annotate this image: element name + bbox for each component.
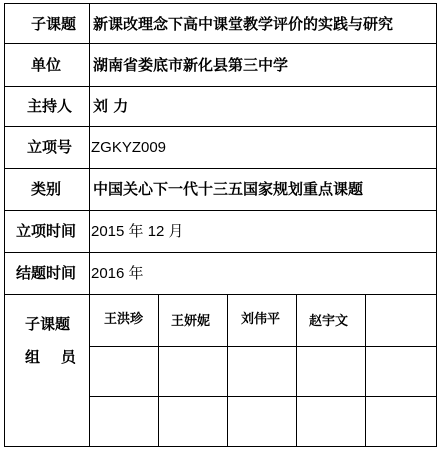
member-name: 赵宇文 (309, 314, 349, 329)
row-divider (4, 86, 437, 87)
row-divider (4, 252, 437, 253)
subproject-label: 子课题 (31, 15, 77, 33)
member-name: 王妍妮 (171, 314, 211, 329)
host-name: 刘 力 (93, 97, 129, 115)
member-column-divider (365, 294, 366, 447)
member-grid-divider (89, 346, 437, 347)
members-label-line1: 子课题 (25, 315, 71, 333)
table-border-top (4, 3, 437, 4)
completion-date: 2016 年 (91, 265, 144, 282)
subproject-title: 新课改理念下高中课堂教学评价的实践与研究 (93, 15, 394, 33)
completion-date-label: 结题时间 (16, 264, 77, 282)
category-name: 中国关心下一代十三五国家规划重点课题 (93, 180, 364, 198)
member-column-divider (296, 294, 297, 447)
member-column-divider (158, 294, 159, 447)
unit-label: 单位 (31, 56, 62, 74)
approval-date: 2015 年 12 月 (91, 223, 184, 240)
unit-name: 湖南省娄底市新化县第三中学 (93, 56, 289, 74)
member-name: 王洪珍 (104, 312, 144, 327)
row-divider (4, 294, 437, 295)
table-border-left (4, 3, 5, 447)
project-number: ZGKYZ009 (91, 139, 167, 156)
row-divider (4, 210, 437, 211)
member-grid-divider (89, 396, 437, 397)
row-divider (4, 43, 437, 44)
label-column-divider (89, 3, 90, 447)
row-divider (4, 168, 437, 169)
project-number-label: 立项号 (27, 138, 73, 156)
category-label: 类别 (31, 180, 62, 198)
row-divider (4, 126, 437, 127)
table-border-bottom (4, 446, 437, 447)
members-label-line2: 组 员 (25, 348, 76, 366)
table-border-right (436, 3, 437, 447)
member-column-divider (227, 294, 228, 447)
host-label: 主持人 (27, 97, 73, 115)
member-name: 刘伟平 (241, 312, 281, 327)
approval-date-label: 立项时间 (16, 222, 77, 240)
